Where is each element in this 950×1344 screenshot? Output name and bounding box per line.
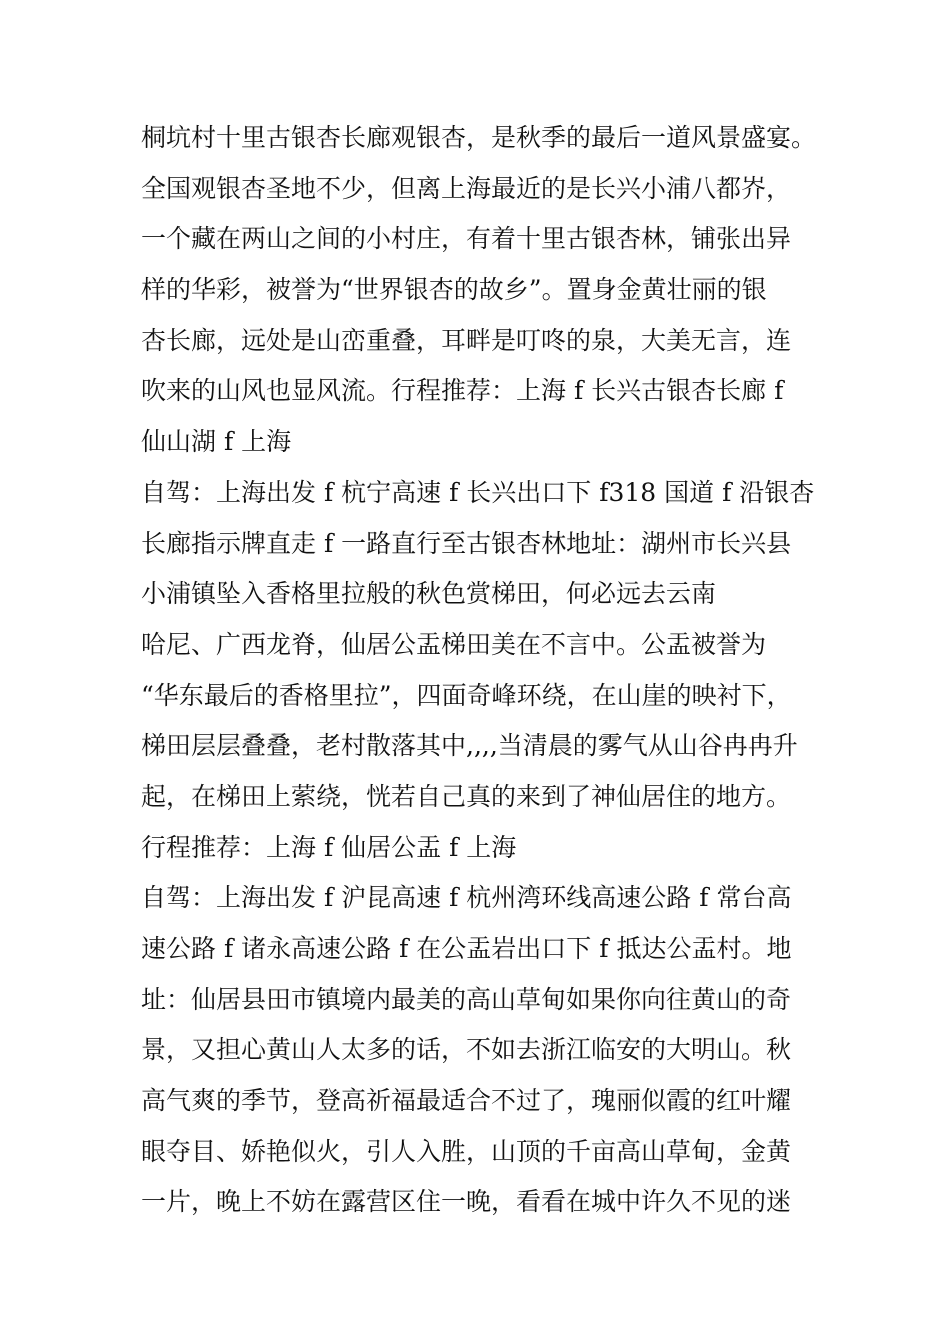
text-line: 小浦镇坠入香格里拉般的秋色赏梯田，何必远去云南 — [141, 579, 717, 609]
text-line: 桐坑村十里古银杏长廊观银杏，是秋季的最后一道风景盛宴。 — [141, 123, 817, 152]
text-line: 一片，晚上不妨在露营区住一晚，看看在城中许久不见的迷 — [141, 1187, 792, 1217]
text-line: 起，在梯田上萦绕，恍若自己真的来到了神仙居住的地方。 — [141, 781, 792, 811]
text-line: 自驾：上海出发 f 沪昆高速 f 杭州湾环线高速公路 f 常台高 — [141, 883, 792, 913]
text-line: 眼夺目、娇艳似火，引人入胜，山顶的千亩高山草甸，金黄 — [141, 1136, 792, 1166]
text-line: 哈尼、广西龙脊，仙居公盂梯田美在不言中。公盂被誉为 — [141, 629, 767, 659]
text-line: 长廊指示牌直走 f 一路直行至古银杏林地址：湖州市长兴县 — [141, 528, 792, 558]
text-line: 一个藏在两山之间的小村庄，有着十里古银杏林，铺张出异 — [141, 224, 792, 254]
text-line: 景，又担心黄山人太多的话，不如去浙江临安的大明山。秋 — [141, 1035, 792, 1065]
text-line: 全国观银杏圣地不少，但离上海最近的是长兴小浦八都岕， — [141, 173, 792, 203]
text-line: 速公路 f 诸永高速公路 f 在公盂岩出口下 f 抵达公盂村。地 — [141, 934, 792, 963]
text-line: 自驾：上海出发 f 杭宁高速 f 长兴出口下 f318 国道 f 沿银杏 — [141, 477, 815, 507]
text-line: 仙山湖 f 上海 — [141, 427, 292, 457]
text-line: 行程推荐：上海 f 仙居公盂 f 上海 — [141, 832, 517, 862]
text-line: 梯田层层叠叠，老村散落其中,,,,当清晨的雾气从山谷冉冉升 — [141, 731, 798, 761]
text-line: 杏长廊，远处是山峦重叠，耳畔是叮咚的泉，大美无言，连 — [141, 325, 792, 355]
body-text — [141, 113, 841, 1228]
text-line: 址：仙居县田市镇境内最美的高山草甸如果你向往黄山的奇 — [141, 984, 792, 1014]
text-line: 样的华彩，被誉为“世界银杏的故乡”。置身金黄壮丽的银 — [141, 275, 767, 305]
text-line: 吹来的山风也显风流。行程推荐：上海 f 长兴古银杏长廊 f — [141, 376, 784, 406]
text-line: “华东最后的香格里拉”，四面奇峰环绕，在山崖的映衬下， — [141, 680, 792, 710]
text-line: 高气爽的季节，登高祈福最适合不过了，瑰丽似霞的红叶耀 — [141, 1086, 792, 1116]
